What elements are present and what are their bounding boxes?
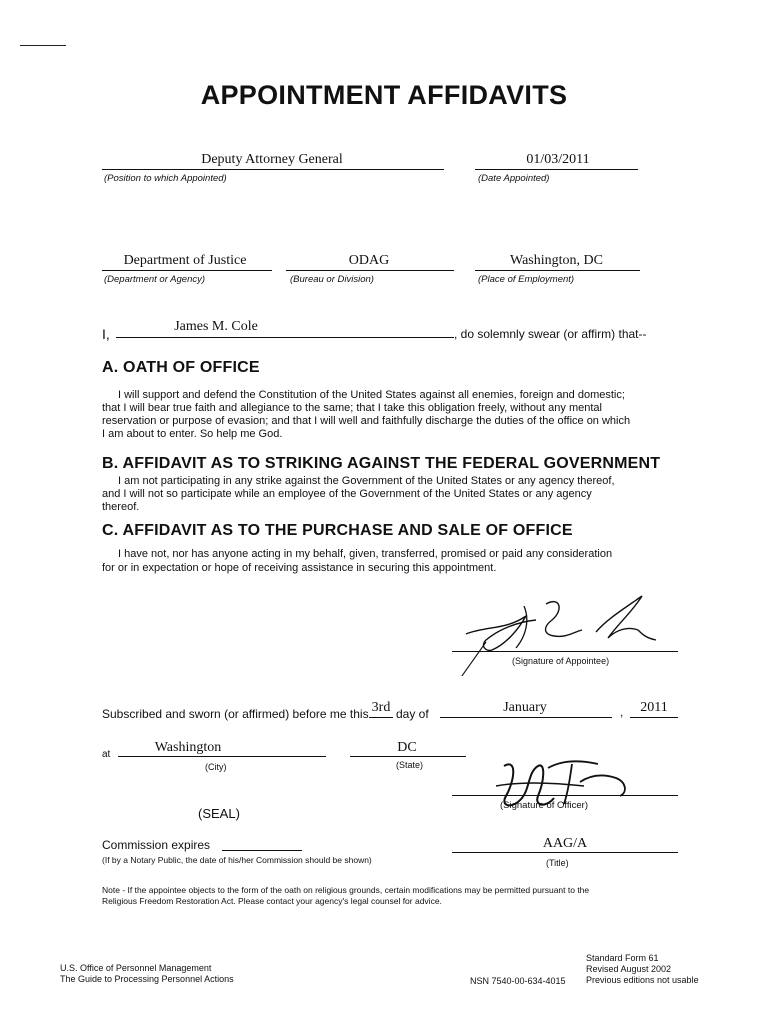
officer-title-line: [452, 852, 678, 853]
section-a-line-4: I am about to enter. So help me God.: [102, 428, 283, 440]
sworn-prefix: Subscribed and sworn (or affirmed) before me this: [102, 707, 369, 721]
section-a-line-1: I will support and defend the Constitution of the United States against all enemies, foreign and domestic;: [118, 389, 625, 401]
bureau-line: [286, 270, 454, 271]
sworn-year-line: [630, 717, 678, 718]
date-appointed-caption: (Date Appointed): [478, 173, 550, 184]
bureau-caption: (Bureau or Division): [290, 274, 374, 285]
position-value: Deputy Attorney General: [201, 152, 343, 167]
section-b-line-1: I am not participating in any strike against the Government of the United States or any agency thereof,: [118, 475, 615, 487]
officer-signature-caption: (Signature of Officer): [500, 800, 589, 811]
section-b-line-2: and I will not so participate while an employee of the Government of the United States or any agency: [102, 488, 592, 500]
section-b-heading: B. AFFIDAVIT AS TO STRIKING AGAINST THE FEDERAL GOVERNMENT: [102, 455, 661, 472]
swear-prefix: I,: [102, 326, 110, 342]
note-line-2: Religious Freedom Restoration Act. Please contact your agency's legal counsel for advice.: [102, 896, 442, 906]
date-appointed-value: 01/03/2011: [526, 152, 590, 167]
name-line: [116, 337, 454, 338]
appointee-signature-line: [452, 651, 678, 652]
officer-title-caption: (Title): [546, 858, 569, 868]
appointee-name: James M. Cole: [174, 319, 258, 334]
sworn-month-line: [440, 717, 612, 718]
section-a-heading: A. OATH OF OFFICE: [102, 359, 260, 376]
at-label: at: [102, 749, 111, 760]
footer-previous: Previous editions not usable: [586, 975, 699, 985]
section-a-line-2: that I will bear true faith and allegiance to the same; that I take this obligation freely, without any mental: [102, 402, 602, 414]
commission-note: (If by a Notary Public, the date of his/her Commission should be shown): [102, 855, 372, 865]
footer-guide: The Guide to Processing Personnel Actions: [60, 974, 234, 984]
city-line: [118, 756, 326, 757]
officer-title-value: AAG/A: [542, 836, 588, 851]
sworn-day-label: day of: [396, 707, 429, 721]
footer-revised: Revised August 2002: [586, 964, 672, 974]
place-value: Washington, DC: [510, 253, 603, 268]
place-caption: (Place of Employment): [478, 274, 575, 285]
sworn-month-value: January: [503, 700, 547, 715]
state-value: DC: [397, 740, 417, 755]
department-line: [102, 270, 272, 271]
sworn-day-line: [369, 717, 393, 718]
date-appointed-line: [475, 169, 638, 170]
sworn-year-value: 2011: [640, 700, 668, 715]
footer-opm: U.S. Office of Personnel Management: [60, 963, 212, 973]
department-caption: (Department or Agency): [104, 274, 206, 285]
commission-label: Commission expires: [102, 838, 211, 852]
sworn-comma: ,: [620, 705, 624, 719]
commission-line: [222, 850, 302, 851]
seal-label: (SEAL): [198, 806, 240, 821]
section-c-line-1: I have not, nor has anyone acting in my behalf, given, transferred, promised or paid any consideration: [118, 548, 613, 560]
officer-signature: [488, 752, 638, 822]
state-caption: (State): [396, 760, 424, 770]
footer-form-name: Standard Form 61: [586, 953, 659, 963]
state-line: [350, 756, 466, 757]
page-title: APPOINTMENT AFFIDAVITS: [200, 80, 568, 110]
swear-suffix: , do solemnly swear (or affirm) that--: [454, 327, 647, 341]
bureau-value: ODAG: [348, 253, 390, 268]
stray-mark: [20, 45, 66, 46]
appointee-signature-caption: (Signature of Appointee): [512, 656, 610, 666]
section-c-heading: C. AFFIDAVIT AS TO THE PURCHASE AND SALE OF OFFICE: [102, 522, 573, 539]
city-caption: (City): [205, 762, 227, 772]
section-c-line-2: for or in expectation or hope of receiving assistance in securing this appointment.: [102, 562, 497, 574]
section-a-line-3: reservation or purpose of evasion; and that I will well and faithfully discharge the duties of the office on which: [102, 415, 631, 427]
department-value: Department of Justice: [123, 253, 247, 268]
note-line-1: Note - If the appointee objects to the form of the oath on religious grounds, certain modifications may be permitted pursuant to the: [102, 885, 590, 895]
position-line: [102, 169, 444, 170]
section-b-line-3: thereof.: [102, 501, 140, 513]
city-value: Washington: [154, 740, 222, 755]
place-line: [475, 270, 640, 271]
position-caption: (Position to which Appointed): [104, 173, 227, 184]
footer-nsn: NSN 7540-00-634-4015: [470, 976, 566, 986]
sworn-day-value: 3rd: [371, 700, 391, 715]
officer-signature-line: [452, 795, 678, 796]
